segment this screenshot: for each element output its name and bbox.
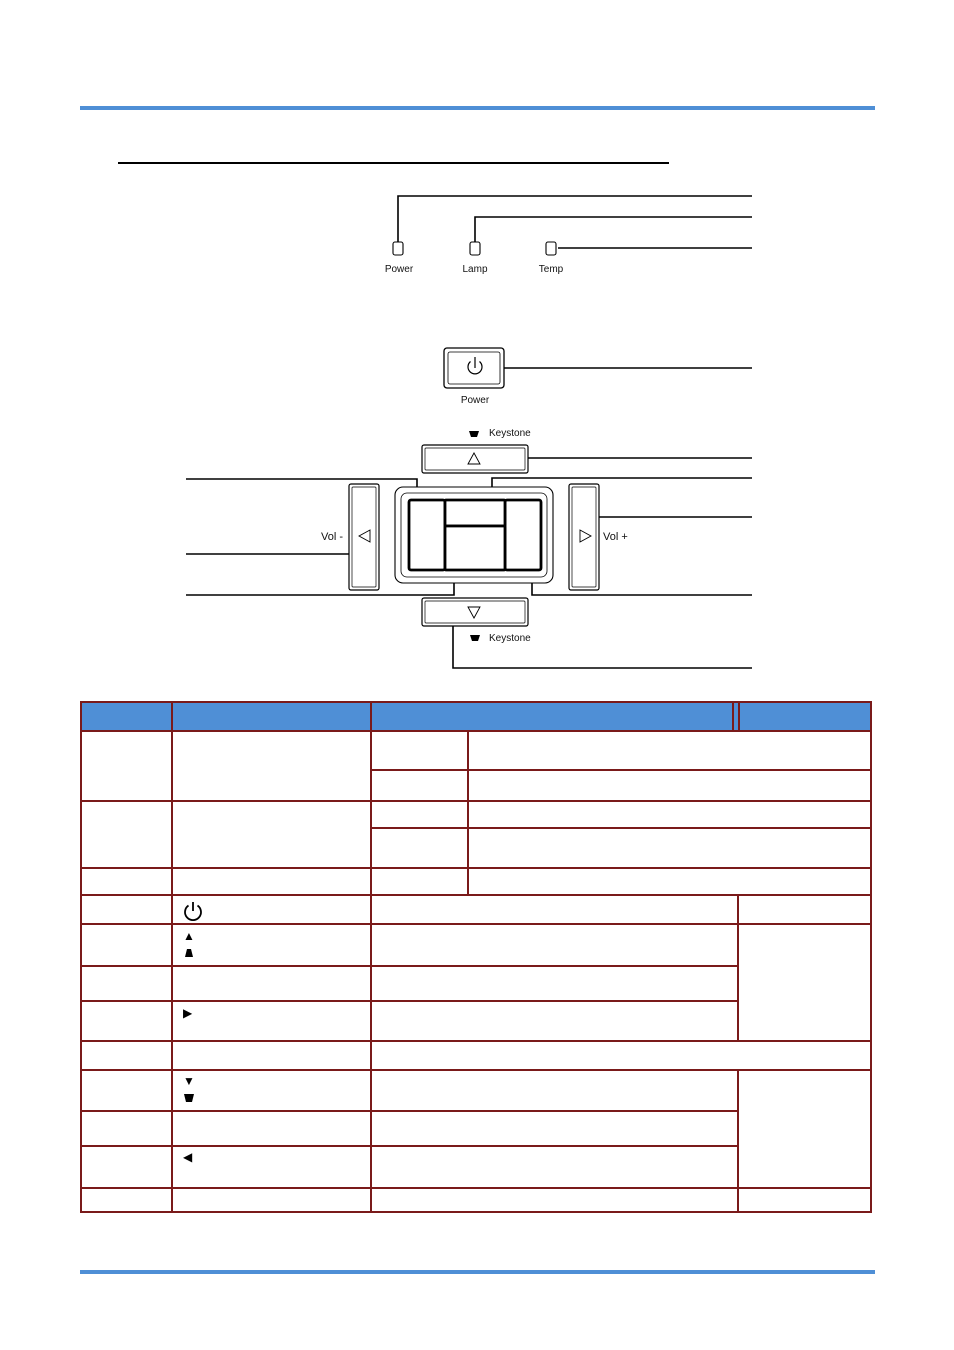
keystone-up-icon (469, 431, 479, 437)
power-led-icon (393, 242, 403, 255)
left-button[interactable] (349, 484, 379, 590)
left-key[interactable] (409, 500, 445, 570)
power-button[interactable] (444, 348, 504, 388)
power-button-label: Power (460, 395, 490, 406)
keystone-up-label: Keystone (489, 428, 531, 439)
right-button[interactable] (569, 484, 599, 590)
down-triangle-icon: ▼ (183, 1074, 195, 1088)
table-header (82, 703, 870, 730)
callout-line-keystone-down (453, 620, 752, 668)
keystone-down-icon (183, 1093, 195, 1103)
temp-led-label: Temp (538, 264, 564, 275)
lamp-led-icon (470, 242, 480, 255)
right-key[interactable] (505, 500, 541, 570)
callout-line-right-key (532, 555, 752, 595)
power-icon (182, 900, 204, 922)
vol-plus-label: Vol + (603, 531, 628, 543)
keystone-down-label: Keystone (489, 633, 531, 644)
temp-led-icon (546, 242, 556, 255)
up-triangle-icon: ▲ (183, 929, 195, 943)
right-triangle-icon: ▶ (183, 1006, 193, 1020)
top-key[interactable] (445, 500, 505, 526)
down-button[interactable] (422, 598, 528, 626)
keystone-down-icon (470, 635, 480, 641)
led-indicators (393, 242, 556, 255)
callout-line-lamp-led (475, 217, 752, 242)
power-led-label: Power (384, 264, 414, 275)
callout-line-power-led (398, 196, 752, 242)
center-key-block (395, 487, 553, 583)
keystone-up-icon (183, 948, 195, 958)
vol-minus-label: Vol - (321, 531, 344, 543)
up-button[interactable] (422, 445, 528, 473)
function-table (80, 701, 872, 1213)
callout-line-left-top (186, 479, 417, 514)
bottom-rule (80, 1270, 875, 1274)
lamp-led-label: Lamp (462, 264, 488, 275)
center-key[interactable] (445, 526, 505, 570)
left-triangle-icon: ◀ (183, 1150, 193, 1164)
